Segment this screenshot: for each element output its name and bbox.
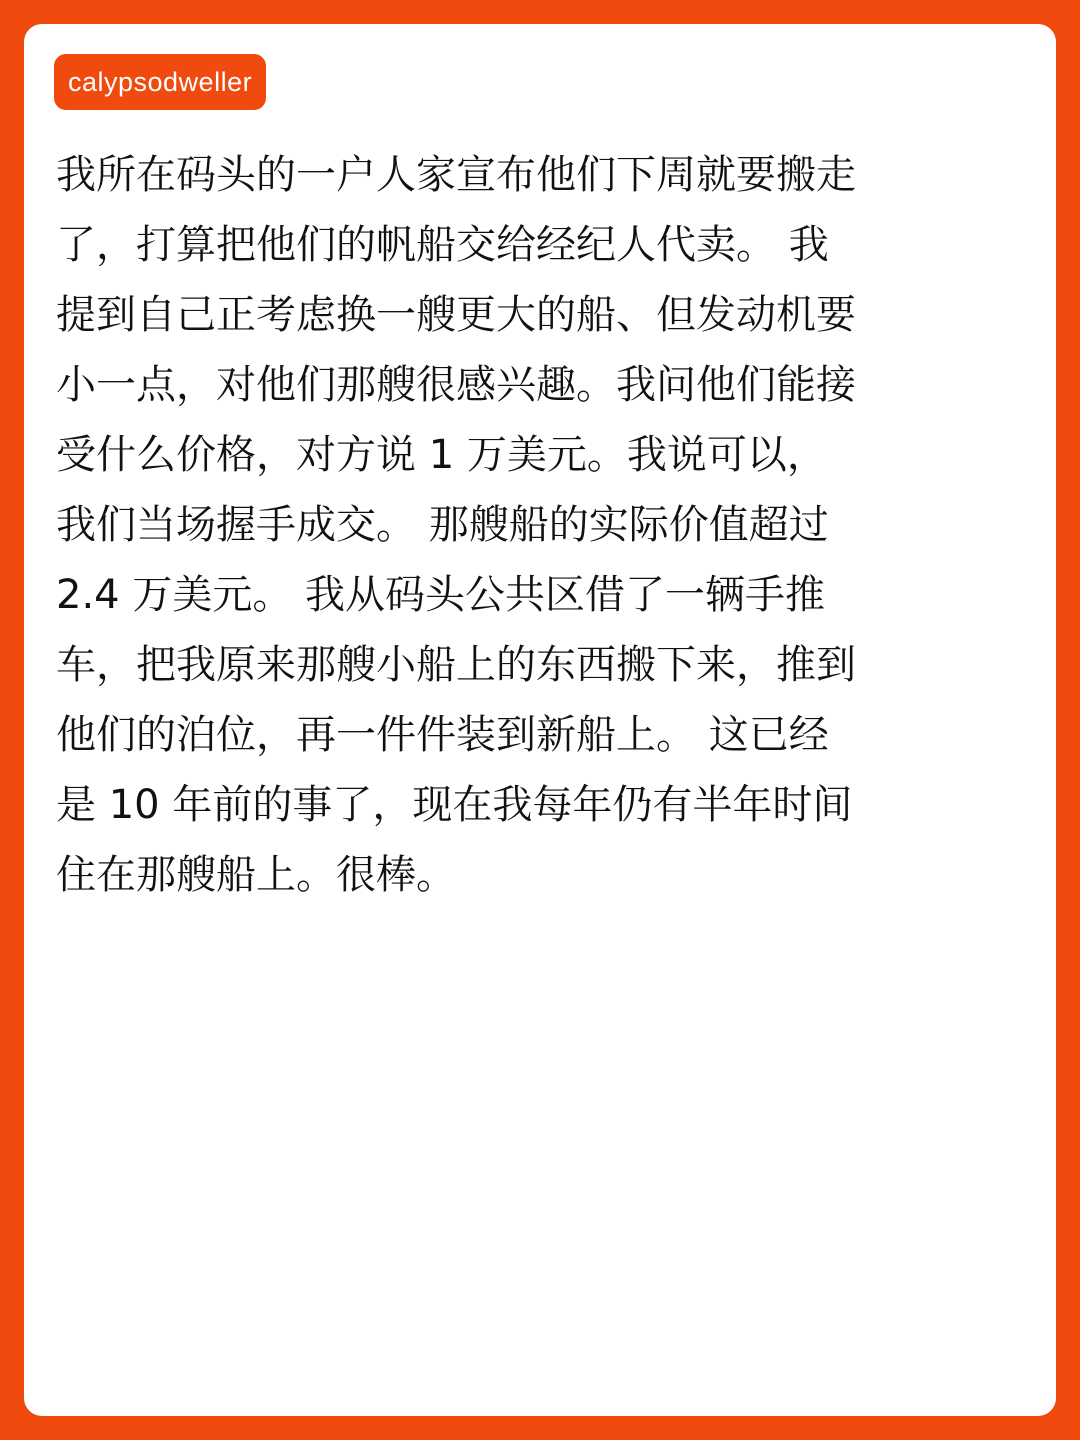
post-line-1: 我所在码头的一户人家宣布他们下周就要搬走: [56, 152, 856, 198]
post-card: [24, 24, 1056, 1416]
post-line-4: 小一点，对他们那艘很感兴趣。我问他们能接: [56, 362, 856, 408]
post-body: [56, 140, 1024, 910]
post-line-6: 我们当场握手成交。 那艘船的实际价值超过: [56, 502, 829, 548]
post-line-9: 他们的泊位，再一件件装到新船上。 这已经: [56, 712, 829, 758]
post-line-2: 了，打算把他们的帆船交给经纪人代卖。 我: [56, 222, 829, 268]
username-tag[interactable]: calypsodweller: [54, 54, 266, 110]
post-line-3: 提到自己正考虑换一艘更大的船、但发动机要: [56, 292, 856, 338]
post-line-5: 受什么价格，对方说 1 万美元。我说可以，: [56, 432, 827, 478]
post-line-10: 是 10 年前的事了，现在我每年仍有半年时间: [56, 782, 853, 828]
post-line-7: 2.4 万美元。 我从码头公共区借了一辆手推: [56, 572, 826, 618]
post-line-11: 住在那艘船上。很棒。: [56, 852, 456, 898]
post-line-8: 车，把我原来那艘小船上的东西搬下来，推到: [56, 642, 856, 688]
